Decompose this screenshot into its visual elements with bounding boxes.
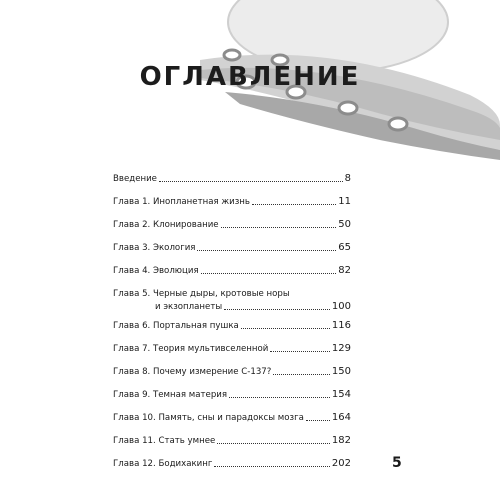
toc-entry-label: Глава 3. Экология <box>113 243 196 253</box>
toc-entry-label: Глава 2. Клонирование <box>113 220 219 230</box>
toc-entry-page: 182 <box>331 435 351 446</box>
toc-entry-label: Глава 11. Стать умнее <box>113 436 216 446</box>
toc-entry[interactable] <box>113 321 351 331</box>
toc-entry-label: Введение <box>113 174 157 184</box>
toc-leader-dots <box>270 350 330 352</box>
toc-leader-dots <box>306 419 330 421</box>
toc-leader-dots <box>273 373 330 375</box>
toc-entry[interactable] <box>113 413 351 423</box>
toc-entry[interactable] <box>113 220 351 230</box>
toc-entry[interactable] <box>113 436 351 446</box>
toc-entry-page: 11 <box>338 196 351 207</box>
toc-entry[interactable] <box>113 266 351 276</box>
toc-entry-label: Глава 6. Портальная пушка <box>113 321 239 331</box>
toc-leader-dots <box>229 396 330 398</box>
toc-entry-label: Глава 9. Темная материя <box>113 390 228 400</box>
toc-entry-page: 116 <box>331 320 351 331</box>
toc-entry-page: 164 <box>331 412 351 423</box>
toc-entry-label: Глава 4. Эволюция <box>113 266 199 276</box>
toc-entry-label-continued: и экзопланеты <box>155 302 223 312</box>
toc-entry-label: Глава 10. Память, сны и парадоксы мозга <box>113 413 304 423</box>
toc-entry[interactable] <box>113 367 351 377</box>
toc-entry[interactable] <box>113 344 351 354</box>
toc-entry-page: 129 <box>331 343 351 354</box>
table-of-contents <box>113 174 351 469</box>
toc-entry-label: Глава 7. Теория мультивселенной <box>113 344 269 354</box>
toc-entry-page: 202 <box>331 458 351 469</box>
toc-entry-label: Глава 8. Почему измерение С-137? <box>113 367 272 377</box>
toc-entry[interactable] <box>113 197 351 207</box>
toc-leader-dots <box>197 249 336 251</box>
toc-entry[interactable] <box>113 174 351 184</box>
toc-leader-dots <box>217 442 330 444</box>
toc-leader-dots <box>214 465 330 467</box>
toc-entry-label: Глава 12. Бодихакинг <box>113 459 213 469</box>
page-title: ОГЛАВЛЕНИЕ <box>139 62 361 92</box>
toc-leader-dots <box>252 203 336 205</box>
toc-entry[interactable] <box>113 243 351 253</box>
toc-leader-dots <box>221 226 337 228</box>
toc-entry-page: 50 <box>338 219 351 230</box>
toc-entry-page: 100 <box>331 301 351 312</box>
toc-entry[interactable] <box>113 289 351 312</box>
toc-entry-page: 154 <box>331 389 351 400</box>
toc-entry-page: 82 <box>338 265 351 276</box>
toc-entry[interactable] <box>113 459 351 469</box>
toc-leader-dots <box>224 308 330 310</box>
toc-leader-dots <box>201 272 337 274</box>
toc-leader-dots <box>241 327 330 329</box>
page-number: 5 <box>392 455 402 471</box>
toc-entry-page: 65 <box>338 242 351 253</box>
toc-leader-dots <box>159 180 343 182</box>
toc-entry-label: Глава 5. Черные дыры, кротовые норы <box>113 289 290 299</box>
toc-entry-page: 8 <box>344 173 351 184</box>
toc-entry-page: 150 <box>331 366 351 377</box>
toc-entry-label: Глава 1. Инопланетная жизнь <box>113 197 250 207</box>
toc-entry[interactable] <box>113 390 351 400</box>
